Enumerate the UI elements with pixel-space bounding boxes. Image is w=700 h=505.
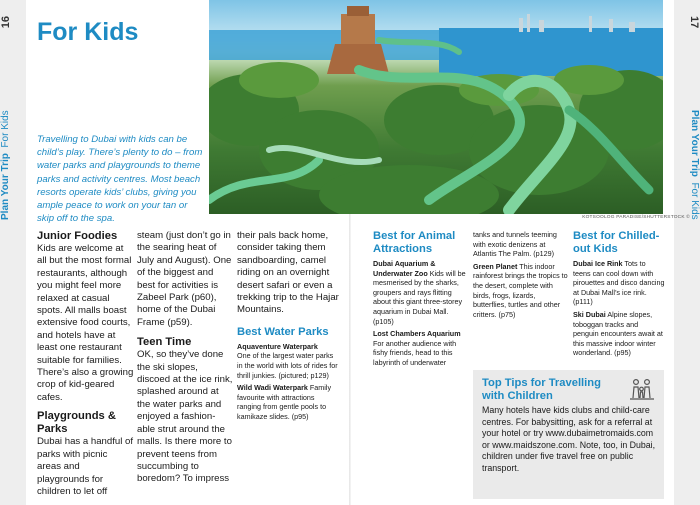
water-item-1-text: One of the largest water parks in the world with lots of rides for thrill junkies. (pictured; p129): [237, 351, 338, 380]
waterpark-photo: [209, 0, 663, 214]
right-tab-label: [674, 110, 700, 220]
animal-item-3-text: This indoor rainforest brings the tropics to the desert, complete with birds, frogs, lizards, butterflies, turtles and other critters. (p75): [473, 261, 568, 319]
animal-item-1: [373, 259, 468, 326]
tips-text: Many hotels have kids clubs and child-care centres. For babysitting, ask for a referral at your hotel or try www.dubaimetromaids.com or www.maidszone.com. Note, too, in Dubai, children under five travel free on public transport.: [482, 405, 656, 473]
chilled-item-2-text: Alpine slopes, toboggan tracks and penguin encounters await at this massive indoor winter wonderland. (p95): [573, 309, 663, 358]
left-tab-topic: For Kids: [0, 110, 11, 148]
chilled-heading: Best for Chilled-out Kids: [573, 230, 660, 255]
chilled-item-2: [573, 310, 665, 358]
animal-heading: Best for Animal Attractions: [373, 230, 456, 255]
left-tab-label: [0, 110, 26, 220]
teen-time-heading: Teen Time: [137, 336, 192, 349]
animal-item-2-cont: tanks and tunnels teeming with exotic denizens at Atlantis The Palm. (p129): [473, 230, 557, 259]
water-item-2-name: Wild Wadi Waterpark: [237, 383, 308, 393]
photo-credit: KOTSOOLOG PARADISE/SHUTTERSTOCK ©: [582, 215, 690, 220]
waterpark-illustration: [209, 0, 663, 214]
water-item-2: [237, 383, 339, 421]
animal-item-2-text: For another audience with fishy friends, head to this labyrinth of underwater: [373, 338, 457, 367]
teen-time-text-1: OK, so they’ve done the ski slopes, discoed at the ice rink, splashed around at the water parks and enjoyed a fashion-able strut around the malls. Is there more to prevent teens from succumbing to boredom? To impress: [137, 349, 233, 485]
column-3: [237, 230, 339, 422]
chilled-item-1-text: Tots to teens can cool down with pirouettes and disco dancing at Dubai Mall’s ice rink. (p111): [573, 259, 665, 307]
chilled-item-1-name: Dubai Ice Rink: [573, 259, 623, 268]
left-tab-section: Plan Your Trip: [0, 152, 11, 220]
column-4: [373, 230, 468, 368]
playgrounds-text-1: Dubai has a handful of parks with picnic areas and playgrounds for children to let off: [37, 436, 134, 497]
right-tab-topic: For Kids: [689, 182, 700, 220]
family-icon: [630, 378, 654, 400]
water-parks-heading: Best Water Parks: [237, 325, 329, 338]
column-5: [473, 230, 570, 319]
water-item-1: [237, 342, 339, 380]
chilled-item-1: [573, 259, 665, 307]
right-tab-section: Plan Your Trip: [689, 110, 700, 178]
teen-time-text-2: their pals back home, consider taking them sandboarding, camel riding on an overnight desert safari or even a trekking trip to the Hajar Mountains.: [237, 230, 339, 316]
page-title: For Kids: [37, 18, 139, 46]
junior-foodies-text: Kids are welcome at all but the most formal restaurants, although you might feel more relaxed at casual spots. All malls boast extensive food courts, and hotels have at least one restaurant suitable for families. There’s also a growing crop of kid-geared cafes.: [37, 243, 134, 403]
animal-item-1-text: Kids will be mesmerised by the sharks, groupers and rays flitting about this giant three-storey aquarium in Dubai Mall. (p105): [373, 268, 466, 326]
water-item-2-text: Family favourite with attractions ranging from gentle pools to kamikaze slides. (p95): [237, 383, 332, 421]
playgrounds-text-2: steam (just don’t go in the searing heat of July and August). One of the biggest and best for activities is Zabeel Park (p60), home of the Dubai Frame (p59).: [137, 230, 232, 328]
right-page-number: 17: [688, 16, 700, 29]
intro-text: Travelling to Dubai with kids can be child’s play. There’s plenty to do – from water parks and playgrounds to theme parks and activity centres. Most beach resorts operate kids’ clubs, giving you ample peace to work on your tan or skip off to the spa.: [37, 134, 203, 225]
right-side-tab: [674, 0, 700, 505]
animal-item-3-name: Green Planet: [473, 261, 518, 271]
tips-heading: Top Tips for Travelling with Children: [482, 377, 601, 402]
chilled-item-2-name: Ski Dubai: [573, 309, 606, 319]
animal-item-2-name: Lost Chambers Aquarium: [373, 329, 461, 339]
water-item-1-name: Aquaventure Waterpark: [237, 341, 318, 351]
animal-item-1-name: Dubai Aquarium & Underwater Zoo: [373, 259, 436, 278]
column-6: [573, 230, 665, 358]
junior-foodies-heading: Junior Foodies: [37, 230, 118, 242]
animal-item-3: [473, 262, 570, 320]
playgrounds-heading: Playgrounds & Parks: [37, 410, 116, 436]
column-2: [137, 230, 233, 486]
top-tips-box: [473, 370, 664, 499]
left-page-number: 16: [0, 16, 12, 29]
column-1: [37, 230, 134, 498]
animal-item-2: [373, 329, 468, 367]
left-side-tab: [0, 0, 26, 505]
